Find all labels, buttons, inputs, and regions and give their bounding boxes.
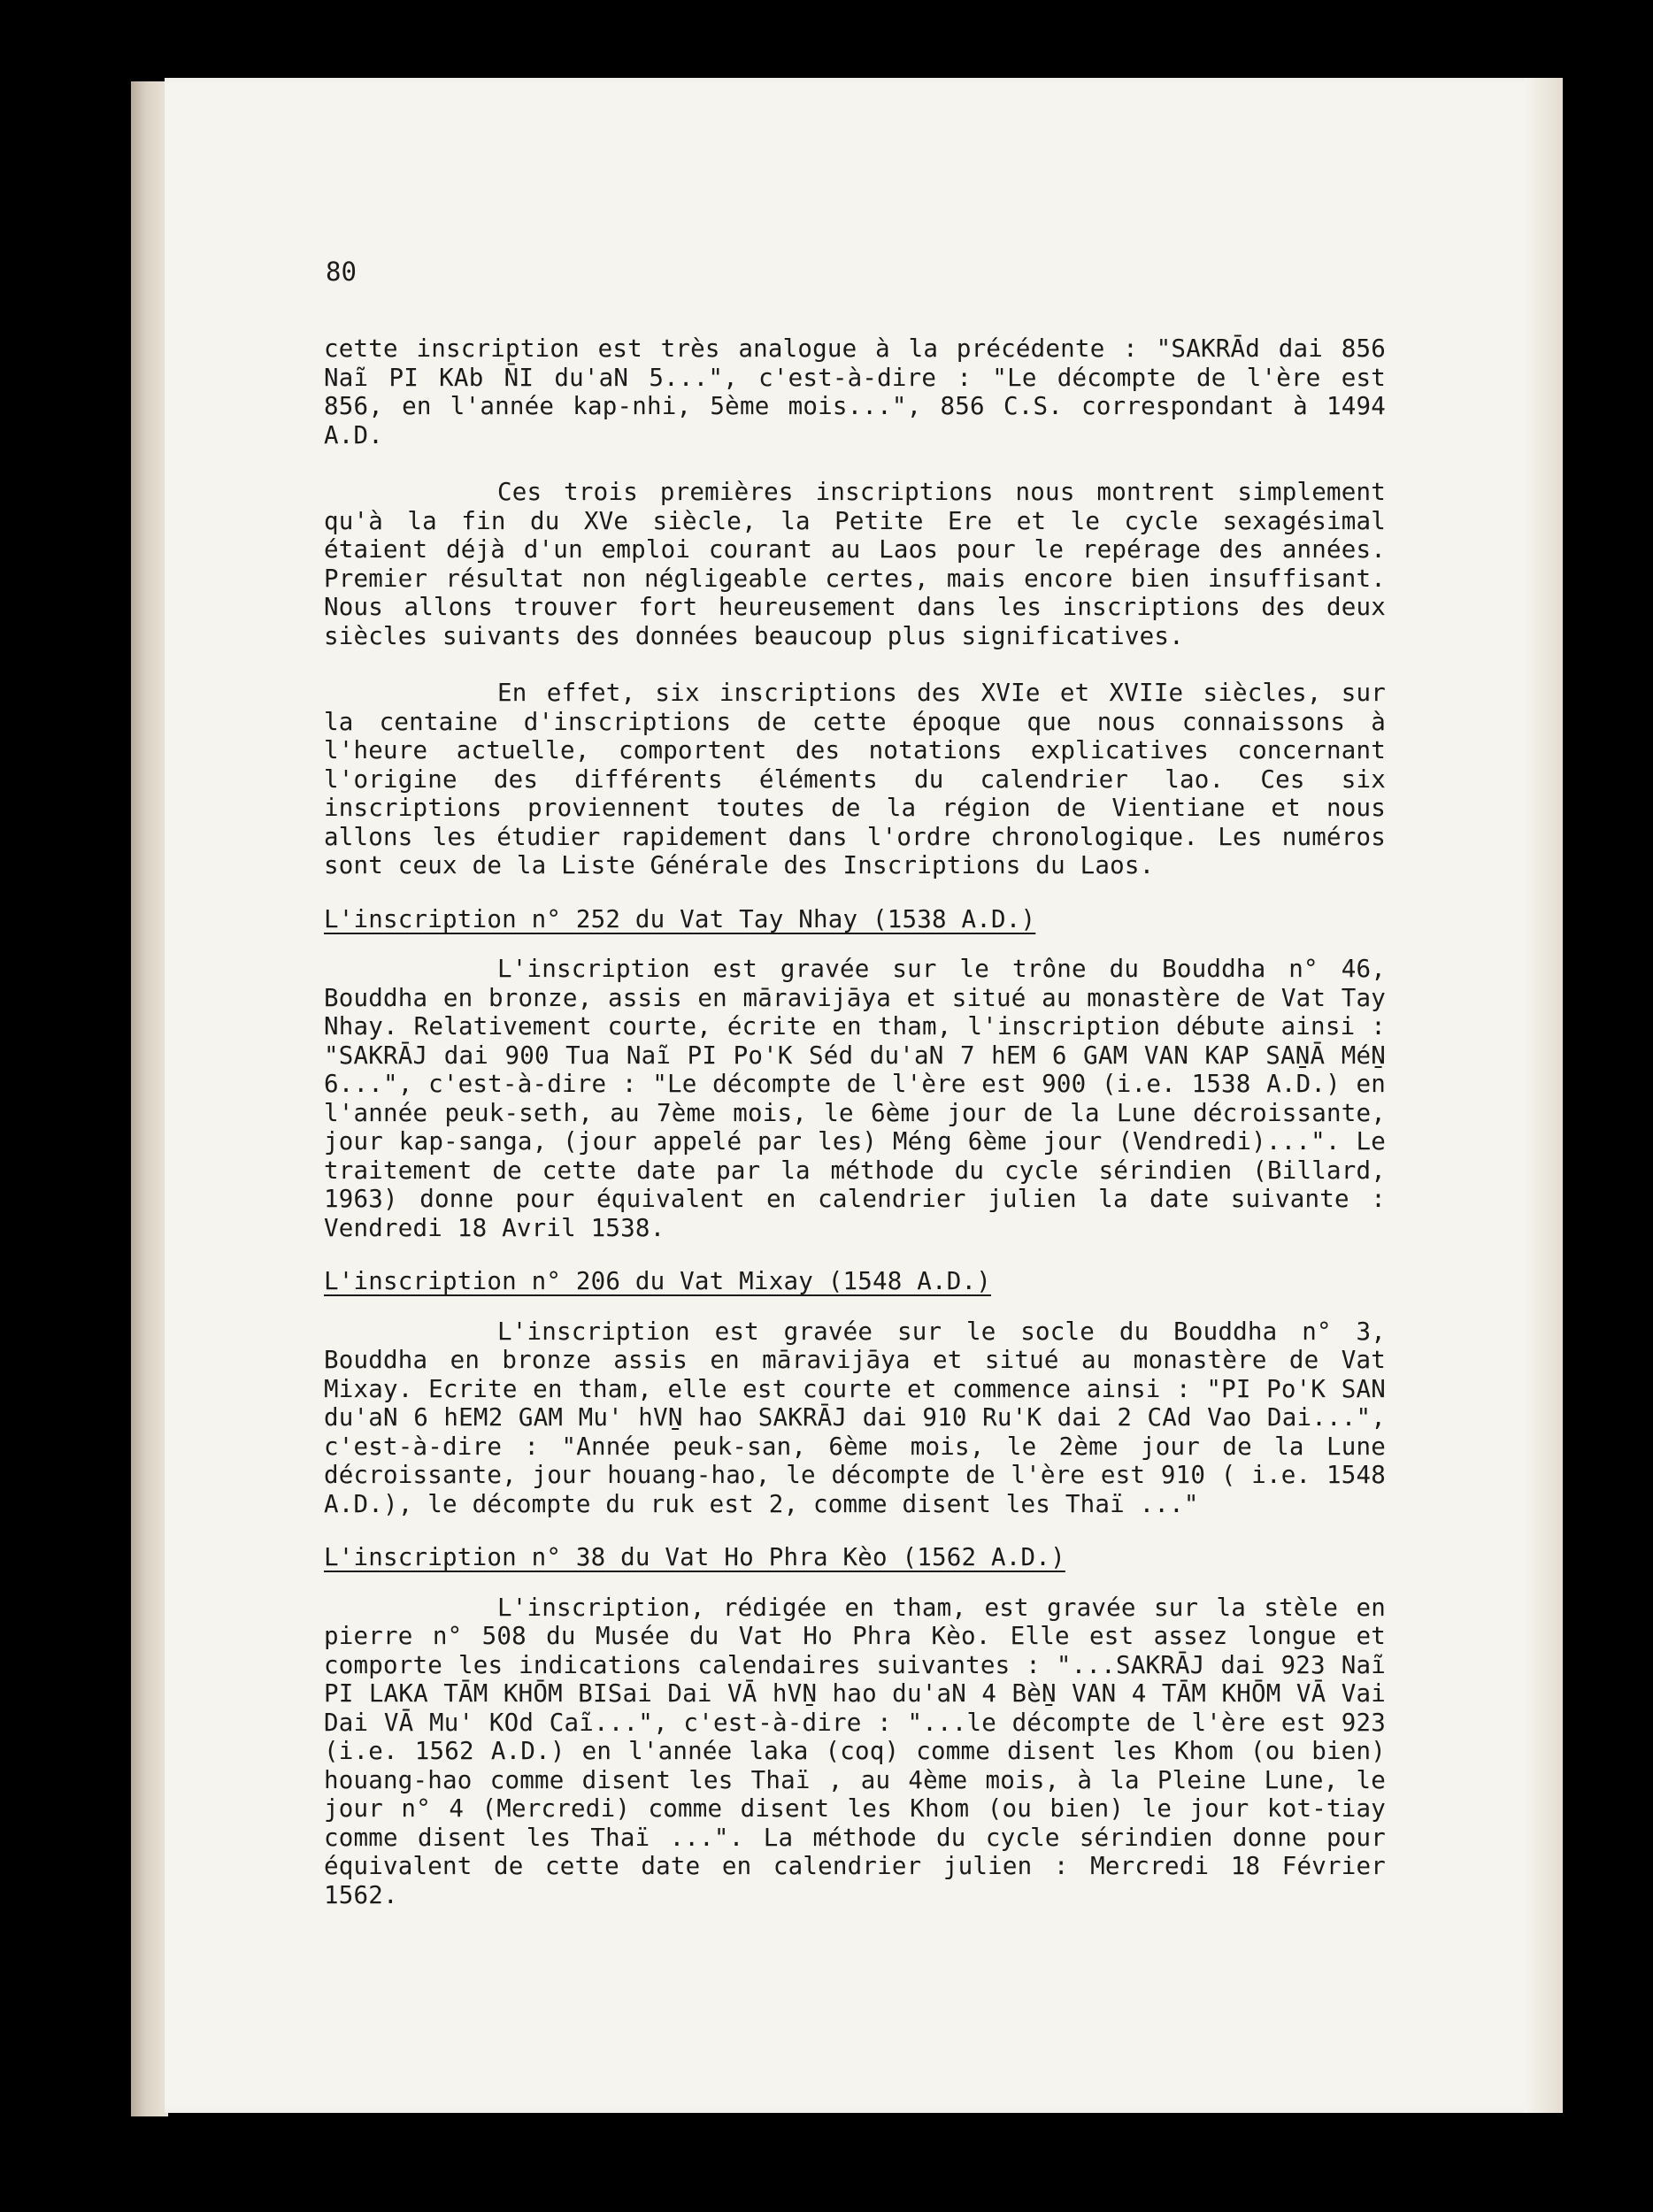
section-heading-252: L'inscription n° 252 du Vat Tay Nhay (1538 A.D.) — [324, 904, 1036, 933]
section-body-38: L'inscription, rédigée en tham, est gravée sur la stèle en pierre n° 508 du Musée du Vat Ho Phra Kèo. Elle est assez longue et comporte les indications calendaires suivantes : "...SAKRĀJ dai 923 Naĩ PI LAKA TĀM KHŌM BISai Dai VĀ hVṈ hao du'aN 4 BèṈ VAN 4 TĀM KHŌM VĀ Vai Dai VĀ Mu' KOd Caĩ...", c'est-à-dire : "...le décompte de l'ère est 923 (i.e. 1562 A.D.) en l'année laka (coq) comme disent les Khom (ou bien) houang-hao comme disent les Thaï , au 4ème mois, à la Pleine Lune, le jour n° 4 (Mercredi) comme disent les Khom (ou bien) le jour kot-tiay comme disent les Thaï ...". La méthode du cycle sérindien donne pour équivalent de cette date en calendrier julien : Mercredi 18 Février 1562. — [324, 1593, 1386, 1909]
page-gutter-shadow — [1524, 78, 1563, 2113]
page-body — [324, 334, 1386, 1909]
book-page-edges — [131, 81, 168, 2116]
page-number: 80 — [326, 257, 357, 287]
paragraph-six-inscriptions: En effet, six inscriptions des XVIe et XVIIe siècles, sur la centaine d'inscriptions de cette époque que nous connaissons à l'heure actuelle, comportent des notations explicatives concernant l'origine des différents éléments du calendrier lao. Ces six inscriptions proviennent toutes de la région de Vientiane et nous allons les étudier rapidement dans l'ordre chronologique. Les numéros sont ceux de la Liste Générale des Inscriptions du Laos. — [324, 679, 1386, 879]
section-heading-38: L'inscription n° 38 du Vat Ho Phra Kèo (1562 A.D.) — [324, 1543, 1065, 1571]
section-heading-206: L'inscription n° 206 du Vat Mixay (1548 A.D.) — [324, 1267, 992, 1295]
section-body-206: L'inscription est gravée sur le socle du Bouddha n° 3, Bouddha en bronze assis en māravijāya et situé au monastère de Vat Mixay. Ecrite en tham, elle est courte et commence ainsi : "PI Po'K SAN du'aN 6 hEM2 GAM Mu' hVṈ hao SAKRĀJ dai 910 Ru'K dai 2 CAd Vao Dai...", c'est-à-dire : "Année peuk-san, 6ème mois, le 2ème jour de la Lune décroissante, jour houang-hao, le décompte de l'ère est 910 ( i.e. 1548 A.D.), le décompte du ruk est 2, comme disent les Thaï ..." — [324, 1317, 1386, 1518]
section-body-252: L'inscription est gravée sur le trône du Bouddha n° 46, Bouddha en bronze, assis en māravijāya et situé au monastère de Vat Tay Nhay. Relativement courte, écrite en tham, l'inscription débute ainsi : "SAKRĀJ dai 900 Tua Naĩ PI Po'K Séd du'aN 7 hEM 6 GAM VAN KAP SAṈĀ MéṈ 6...", c'est-à-dire : "Le décompte de l'ère est 900 (i.e. 1538 A.D.) en l'année peuk-seth, au 7ème mois, le 6ème jour de la Lune décroissante, jour kap-sanga, (jour appelé par les) Méng 6ème jour (Vendredi)...". Le traitement de cette date par la méthode du cycle sérindien (Billard, 1963) donne pour équivalent en calendrier julien la date suivante : Vendredi 18 Avril 1538. — [324, 955, 1386, 1242]
paragraph-intro: cette inscription est très analogue à la précédente : "SAKRĀd dai 856 Naĩ PI KAb N̄I du'aN 5...", c'est-à-dire : "Le décompte de l'ère est 856, en l'année kap-nhi, 5ème mois...", 856 C.S. correspondant à 1494 A.D. — [324, 334, 1386, 449]
paragraph-summary: Ces trois premières inscriptions nous montrent simplement qu'à la fin du XVe siècle, la Petite Ere et le cycle sexagésimal étaient déjà d'un emploi courant au Laos pour le repérage des années. Premier résultat non négligeable certes, mais encore bien insuffisant. Nous allons trouver fort heureusement dans les inscriptions des deux siècles suivants des données beaucoup plus significatives. — [324, 478, 1386, 650]
